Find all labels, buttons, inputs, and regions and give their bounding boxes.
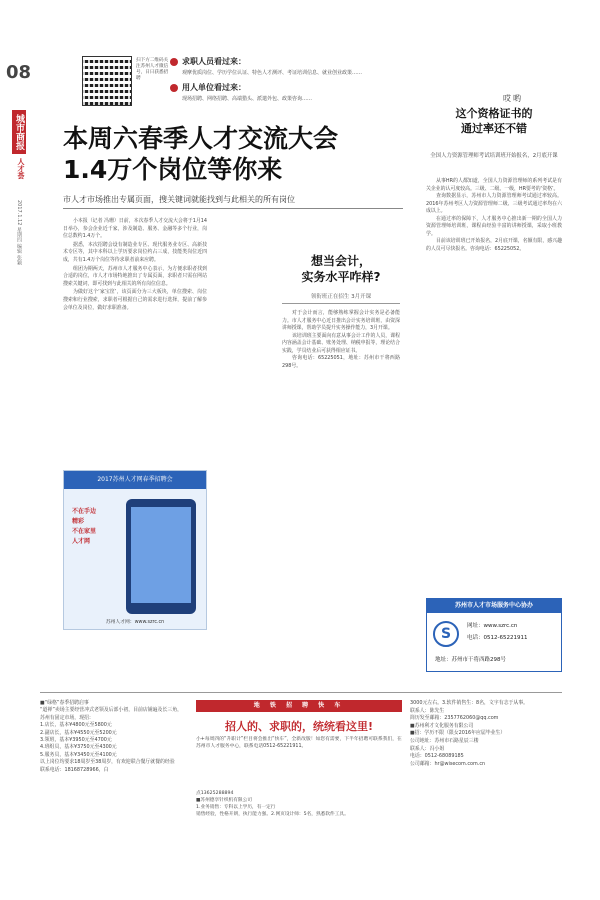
right-article-subtitle: 全国人力资源管理师考试培训班开始报名，2月底开课: [430, 153, 558, 159]
service-advert: [170, 56, 420, 108]
paragraph: 在通过率的保障下，人才服务中心推出新一期的全国人力资源管理师培训班，课程由经验丰富的讲师授课，采取小班教学。: [426, 215, 562, 237]
left-article: [63, 218, 207, 313]
address-line: 地址：苏州市干将西路298号: [435, 657, 506, 663]
listing-line: 公司地址：苏州市石路星辰三楼: [410, 737, 479, 744]
listing-line: 4.班组员，基本¥3750元至4300元: [40, 744, 117, 751]
job-listing-left: [40, 700, 182, 774]
slogan: 精彩: [72, 518, 85, 525]
paragraph: 从事HR的人都知道，全国人力资源管理师的系列考试是有关企业的认可度较高。三级、二级、一级，HR要考的‘资格’。: [426, 178, 562, 192]
slogan: 人才网: [72, 538, 91, 545]
section-label: 城市商报: [12, 110, 26, 154]
title-line: 想当会计，: [310, 254, 371, 268]
website-line: 网址：www.szrc.cn: [467, 623, 518, 629]
ad-banner: 2017苏州人才网春季招聘会: [64, 471, 206, 489]
issue-meta: 2017.1.12 星期四 编辑 张颖: [16, 200, 22, 266]
listing-line: 1.业务销售：专科以上学历，有一定行: [196, 805, 276, 810]
listing-line: 1.店长，基本¥4800元至5800元: [40, 722, 112, 729]
page-number: 08: [6, 62, 32, 83]
paragraph: 为做好这个‘家宝筐’，该页面分为三大板块，单位搜索、岗位搜索和行业搜索，求职者可根据自己的需求进行选择，提前了解参会单位及岗位，做好求职准备。: [63, 289, 207, 311]
job-listing-middle: [196, 790, 402, 818]
slogan: 不在家里: [72, 528, 97, 535]
listing-line: 简历发至邮箱：2357762060@qq.com: [410, 715, 499, 722]
listing-line: 公司邮箱：hr@wisecom.com.cn: [410, 760, 486, 767]
subway-recruit-title: 招人的、求职的，统统看这里!: [224, 720, 373, 733]
co-organizer-box: [426, 598, 562, 672]
listing-line: “道禅”卖场主要经营冲式老领及后部小初，目前店铺遍及长三角，苏州有固定市场，现招：: [40, 707, 183, 721]
section-divider: [40, 692, 562, 693]
ad-url: 苏州人才网：www.szrc.cn: [105, 620, 165, 625]
bullet-icon: [170, 84, 178, 92]
job-listing-right: [410, 700, 562, 768]
middle-article-title: [282, 253, 400, 285]
headline-subtitle: 市人才市场推出专属页面，搜关键词就能找到与此相关的所有岗位: [63, 195, 295, 204]
subsection-label: 人才荟: [17, 158, 25, 179]
right-article-title: [426, 106, 562, 136]
employers-line: 现场招聘、网络招聘、高端猎头、派遣外包、政策咨询……: [182, 96, 313, 102]
seekers-title: 求职人员看过来：: [182, 57, 246, 66]
paragraph: 小本报（记者 冯珊）日前，本次春季人才交流大会将于1月14日举办，参会企业近千家，涉及制造、服务、金融等多个行业，岗位总数约1.4万个。: [63, 218, 207, 240]
headline-line-1: 本周六春季人才交流大会: [63, 124, 339, 153]
qr-caption: 扫下方二维码关注苏州人才微信号，日日获悉招聘: [136, 58, 169, 81]
listing-line: 3000元左右。3.软件销售生：8名，文字有志于从事。: [410, 700, 529, 706]
paragraph: 查询数据显示，苏州市人力资源管理师考试通过率较高。2016年苏州考区人力资源管理师二级、三级考试通过率均在六成以上。: [426, 193, 562, 214]
slogan: 不在手边: [72, 508, 97, 515]
title-line: 实务水平咋样?: [301, 270, 381, 284]
listing-line: 以上岗位均要求18周岁至38周岁，有欢迎联合餐厅就餐的经验: [40, 759, 175, 766]
ad-slogans: [72, 507, 126, 547]
listing-line: 销售经验，性格开朗，执行能力强。2.网页设计师：5名，熟悉软件工具。: [196, 812, 349, 817]
divider: [282, 303, 400, 304]
employers-title: 用人单位看过来：: [182, 83, 246, 92]
listing-line: 联系电话：18168728966，白: [40, 766, 109, 773]
listing-line: ■招：学历不限（限女2016年应届毕业生）: [410, 730, 506, 737]
middle-article: [282, 310, 400, 370]
listing-line: 电话：0512-68089185: [410, 753, 464, 760]
paragraph: 目前该培训班已开始报名，2月底开课，名额有限，感兴趣的人员可尽快报名。咨询电话：65225052。: [426, 238, 562, 252]
bullet-icon: [170, 58, 178, 66]
listing-line: 3.领班，基本¥3950元至4700元: [40, 737, 112, 744]
listing-line: ■苏州利才文化服务有限公司: [410, 722, 474, 729]
right-article-tag: 哎哟: [503, 94, 523, 103]
listing-line: ■苏州德享针织机有限公司: [196, 798, 252, 803]
qr-code-icon: [82, 56, 132, 106]
listing-line: 5.服务员，基本¥3450元至4100元: [40, 751, 117, 758]
phone-screen: [131, 507, 191, 603]
title-line: 通过率还不错: [461, 122, 527, 135]
middle-article-subtitle: 领衔班正在招生 3月开课: [310, 294, 372, 300]
paragraph: 咨询电话：65225051，地址：苏州市干将西路298号。: [282, 355, 400, 369]
logo-icon: [433, 621, 459, 647]
listing-line: 2.副店长，基本¥4550元至5200元: [40, 729, 117, 736]
paragraph: 对于会计而言，能够熟练掌握会计实务是必备能力。市人才服务中心近日推出会计实务培训班，由资深讲师授课，帮助学员提升实务操作能力，3月开课。: [282, 310, 400, 331]
seekers-line: 观摩优质岗位、学历学位认证、特色人才测评、考证培训信息、就业创业政策……: [182, 70, 363, 76]
co-organizer-title: 苏州市人才市场服务中心协办: [427, 599, 561, 613]
paragraph: 组团为期两天，苏州市人才服务中心表示，为方便求职者找到合适的岗位，市人才市场特地推出了专属页面，求职者只需在网站搜索关键词，即可找到与此相关的所有岗位信息。: [63, 265, 207, 287]
listing-line: ■“绿格”春季招聘启事: [40, 700, 89, 706]
title-line: 这个资格证书的: [455, 107, 533, 120]
recruitment-ad-image: [63, 470, 207, 630]
right-article: [426, 178, 562, 253]
listing-line: 联系人：冯小姐: [410, 745, 445, 752]
phone-line: 电话：0512-65221911: [467, 635, 528, 641]
headline: [63, 123, 403, 185]
paragraph: 据悉，本次招聘会设有制造业专区、现代服务业专区、高新技术专区等，其中本科以上学历要求岗位约占三成，技能类岗位近四成，共有1.4万个岗位等待求职者前来应聘。: [63, 241, 207, 263]
listing-line: 联系人：陈先生: [410, 707, 445, 714]
divider: [63, 208, 403, 209]
subway-recruit-banner: 地 铁 招 聘 快 车: [196, 700, 402, 712]
paragraph: 该培训班主要面向有意从事会计工作的人员，课程内容涵盖会计基础、账务处理、纳税申报等，理论结合实践，学员结业后可获得相应证书。: [282, 332, 400, 354]
headline-line-2: 1.4万个岗位等你来: [63, 155, 283, 184]
listing-line: 点13625288894: [196, 791, 234, 796]
subway-recruit-body: 小+每周四的“升职计”栏目将会推出“快车”，全新改版！如您有需要，下半年招聘可联系我们，在苏州市人才服务中心，联系电话0512-65221911。: [196, 737, 402, 749]
